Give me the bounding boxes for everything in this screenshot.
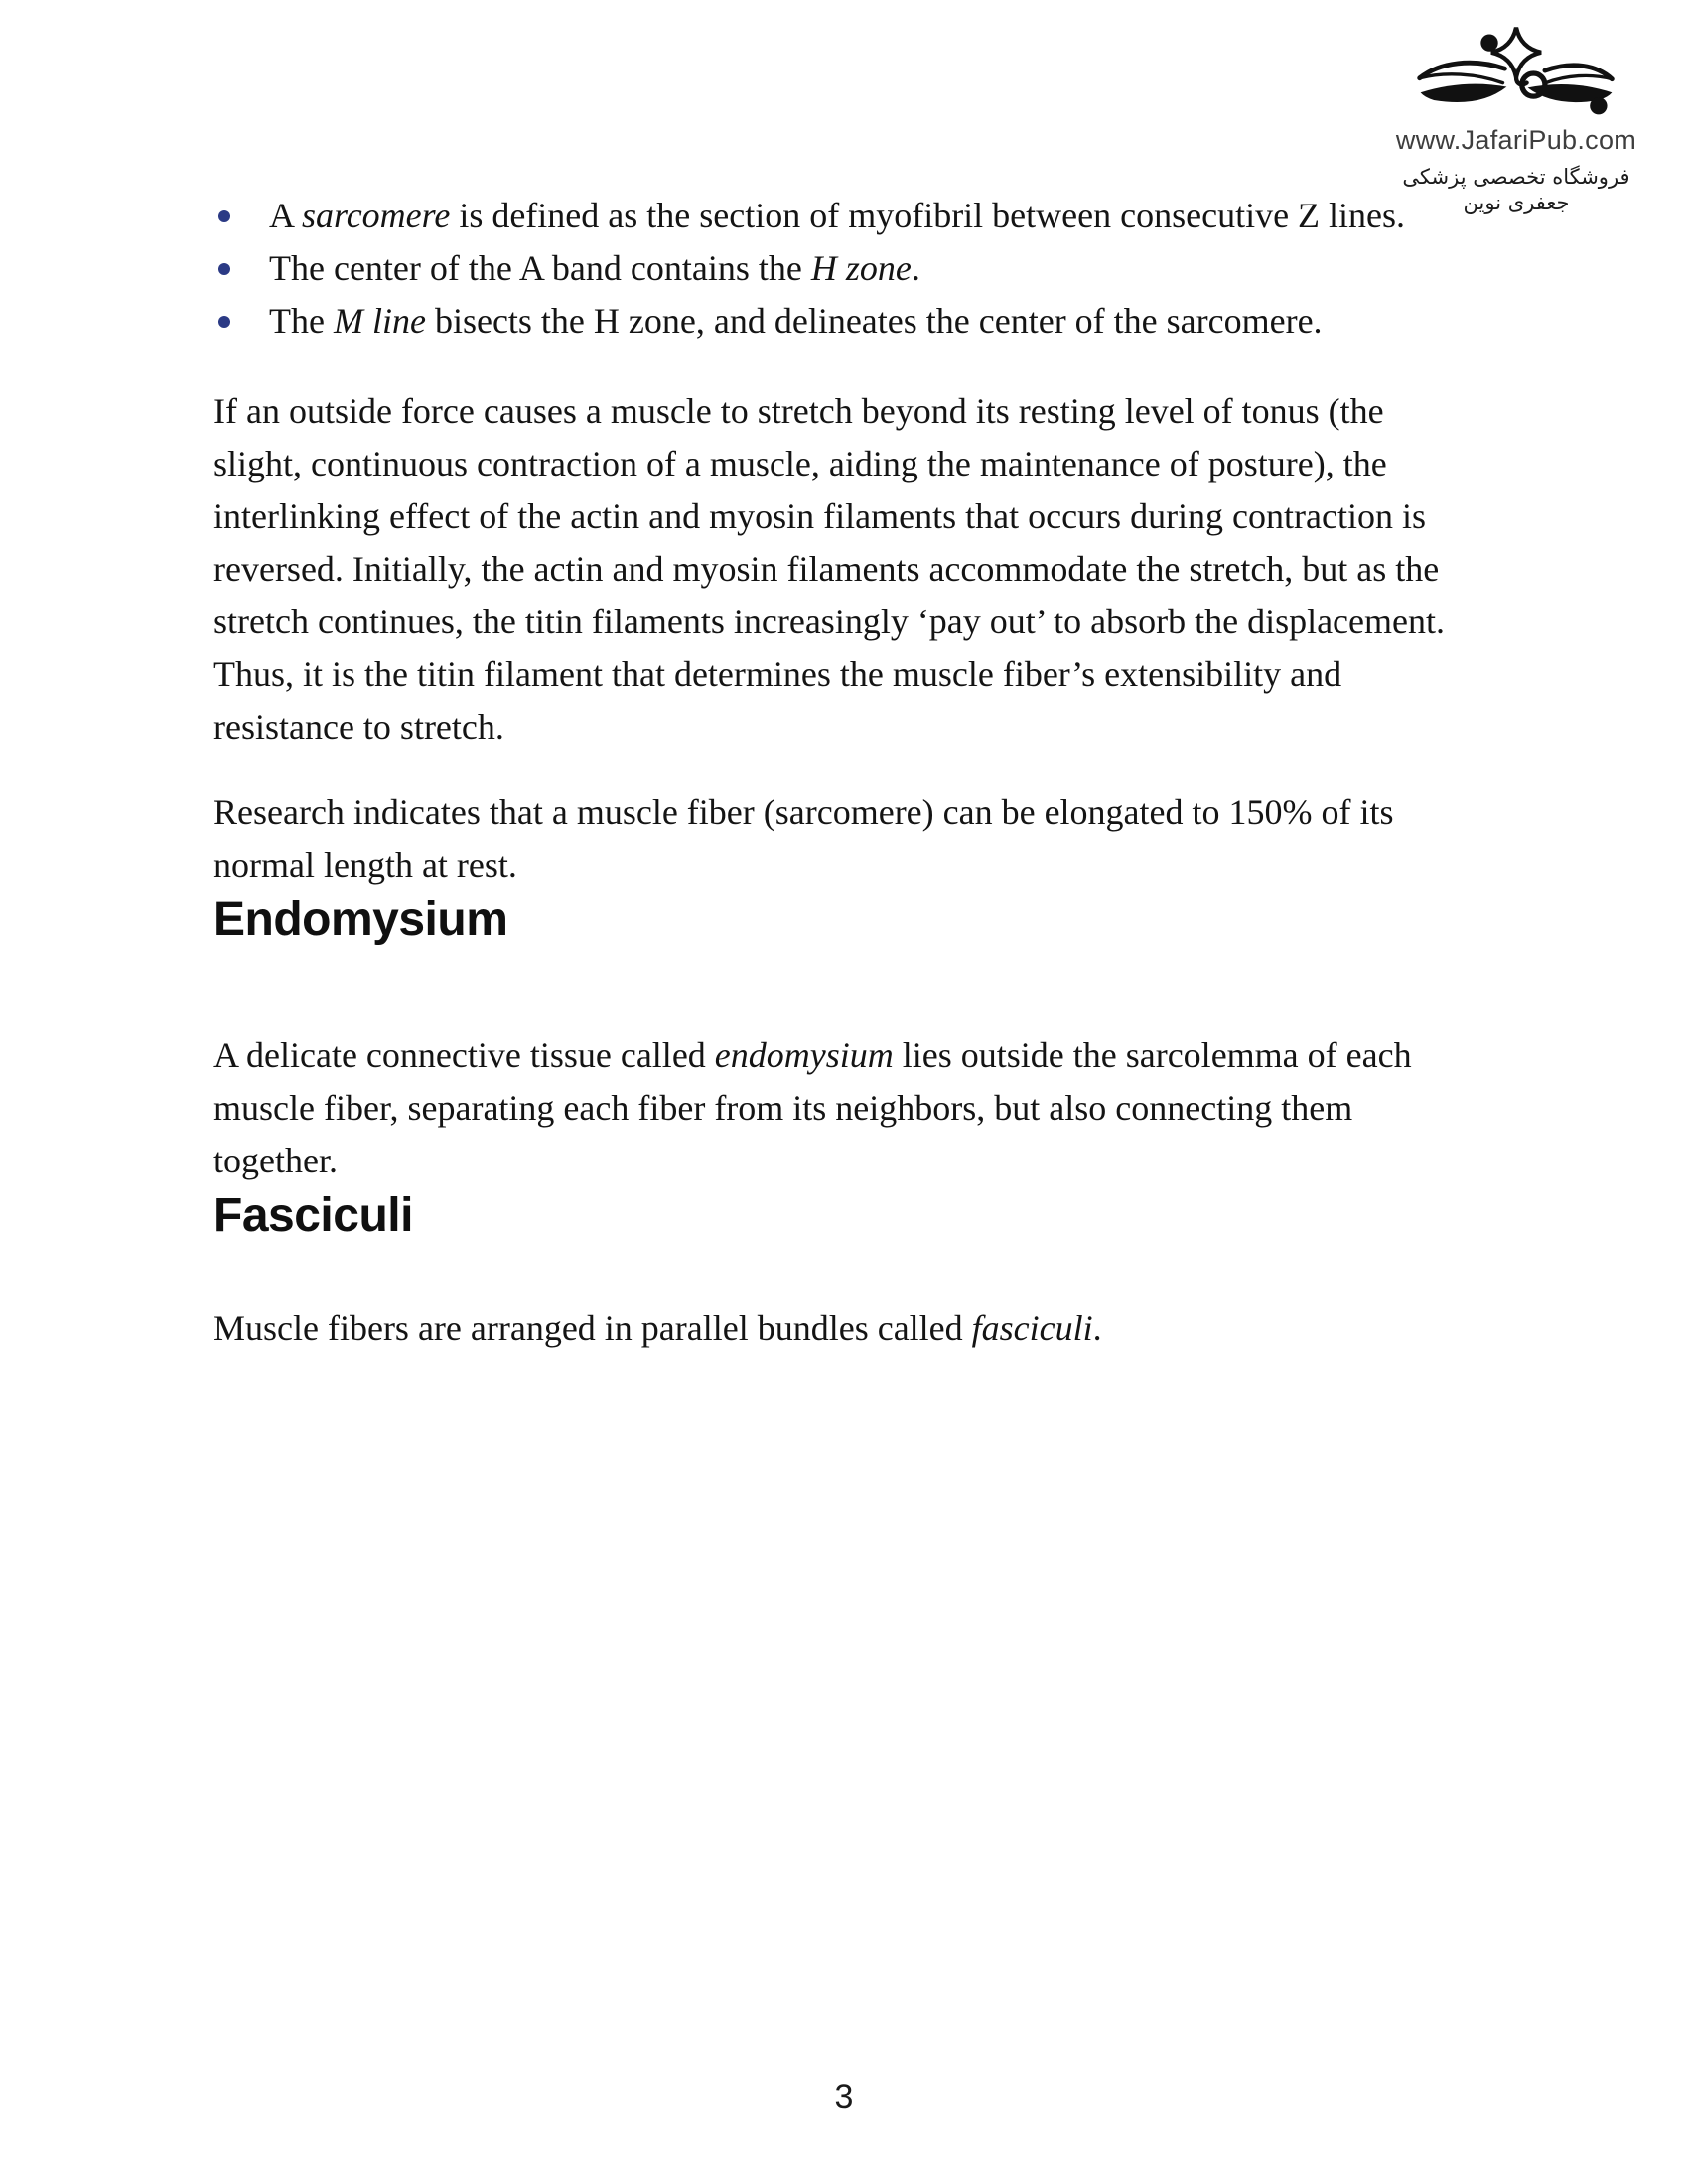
bullet-text: The M line bisects the H zone, and delineates the center of the sarcomere. [269, 301, 1323, 341]
section-heading-fasciculi: Fasciculi [213, 1189, 413, 1242]
bullet-text: The center of the A band contains the H zone. [269, 248, 920, 288]
bullet-dot-icon [218, 316, 230, 328]
logo-website-text: www.JafariPub.com [1395, 125, 1637, 155]
paragraph-research: Research indicates that a muscle fiber (sarcomere) can be elongated to 150% of its normal length at rest. [213, 792, 1394, 885]
text-column [213, 190, 1461, 1355]
section-heading-endomysium: Endomysium [213, 893, 508, 946]
bullet-item-h-zone [213, 242, 1461, 295]
publisher-logo-block [1382, 24, 1650, 215]
bullet-list [213, 190, 1461, 347]
bullet-item-sarcomere [213, 190, 1461, 242]
paragraph-fasciculi: Muscle fibers are arranged in parallel bundles called fasciculi. [213, 1308, 1102, 1348]
paragraph-stretch: If an outside force causes a muscle to stretch beyond its resting level of tonus (the slight, continuous contraction of a muscle, aiding the maintenance of posture), the interlinking effect of the actin and myosin filaments that occurs during contraction is reversed. Initially, the actin and myosin filaments accommodate the stretch, but as the stretch continues, the titin filaments increasingly ‘pay out’ to absorb the displacement. Thus, it is the titin filament that determines the muscle fiber’s extensibility and resistance to stretch. [213, 391, 1445, 747]
bullet-item-m-line [213, 295, 1461, 347]
bullet-text: A sarcomere is defined as the section of myofibril between consecutive Z lines. [269, 196, 1406, 235]
jafari-calligraphy-logo-icon [1411, 24, 1621, 121]
bullet-dot-icon [218, 263, 230, 275]
page-number: 3 [834, 2078, 854, 2116]
bullet-dot-icon [218, 210, 230, 222]
paragraph-endomysium: A delicate connective tissue called endomysium lies outside the sarcolemma of each muscle fiber, separating each fiber from its neighbors, but also connecting them together. [213, 1035, 1412, 1180]
logo-tagline-farsi: فروشگاه تخصصی پزشکی جعفری نوین [1402, 165, 1630, 214]
